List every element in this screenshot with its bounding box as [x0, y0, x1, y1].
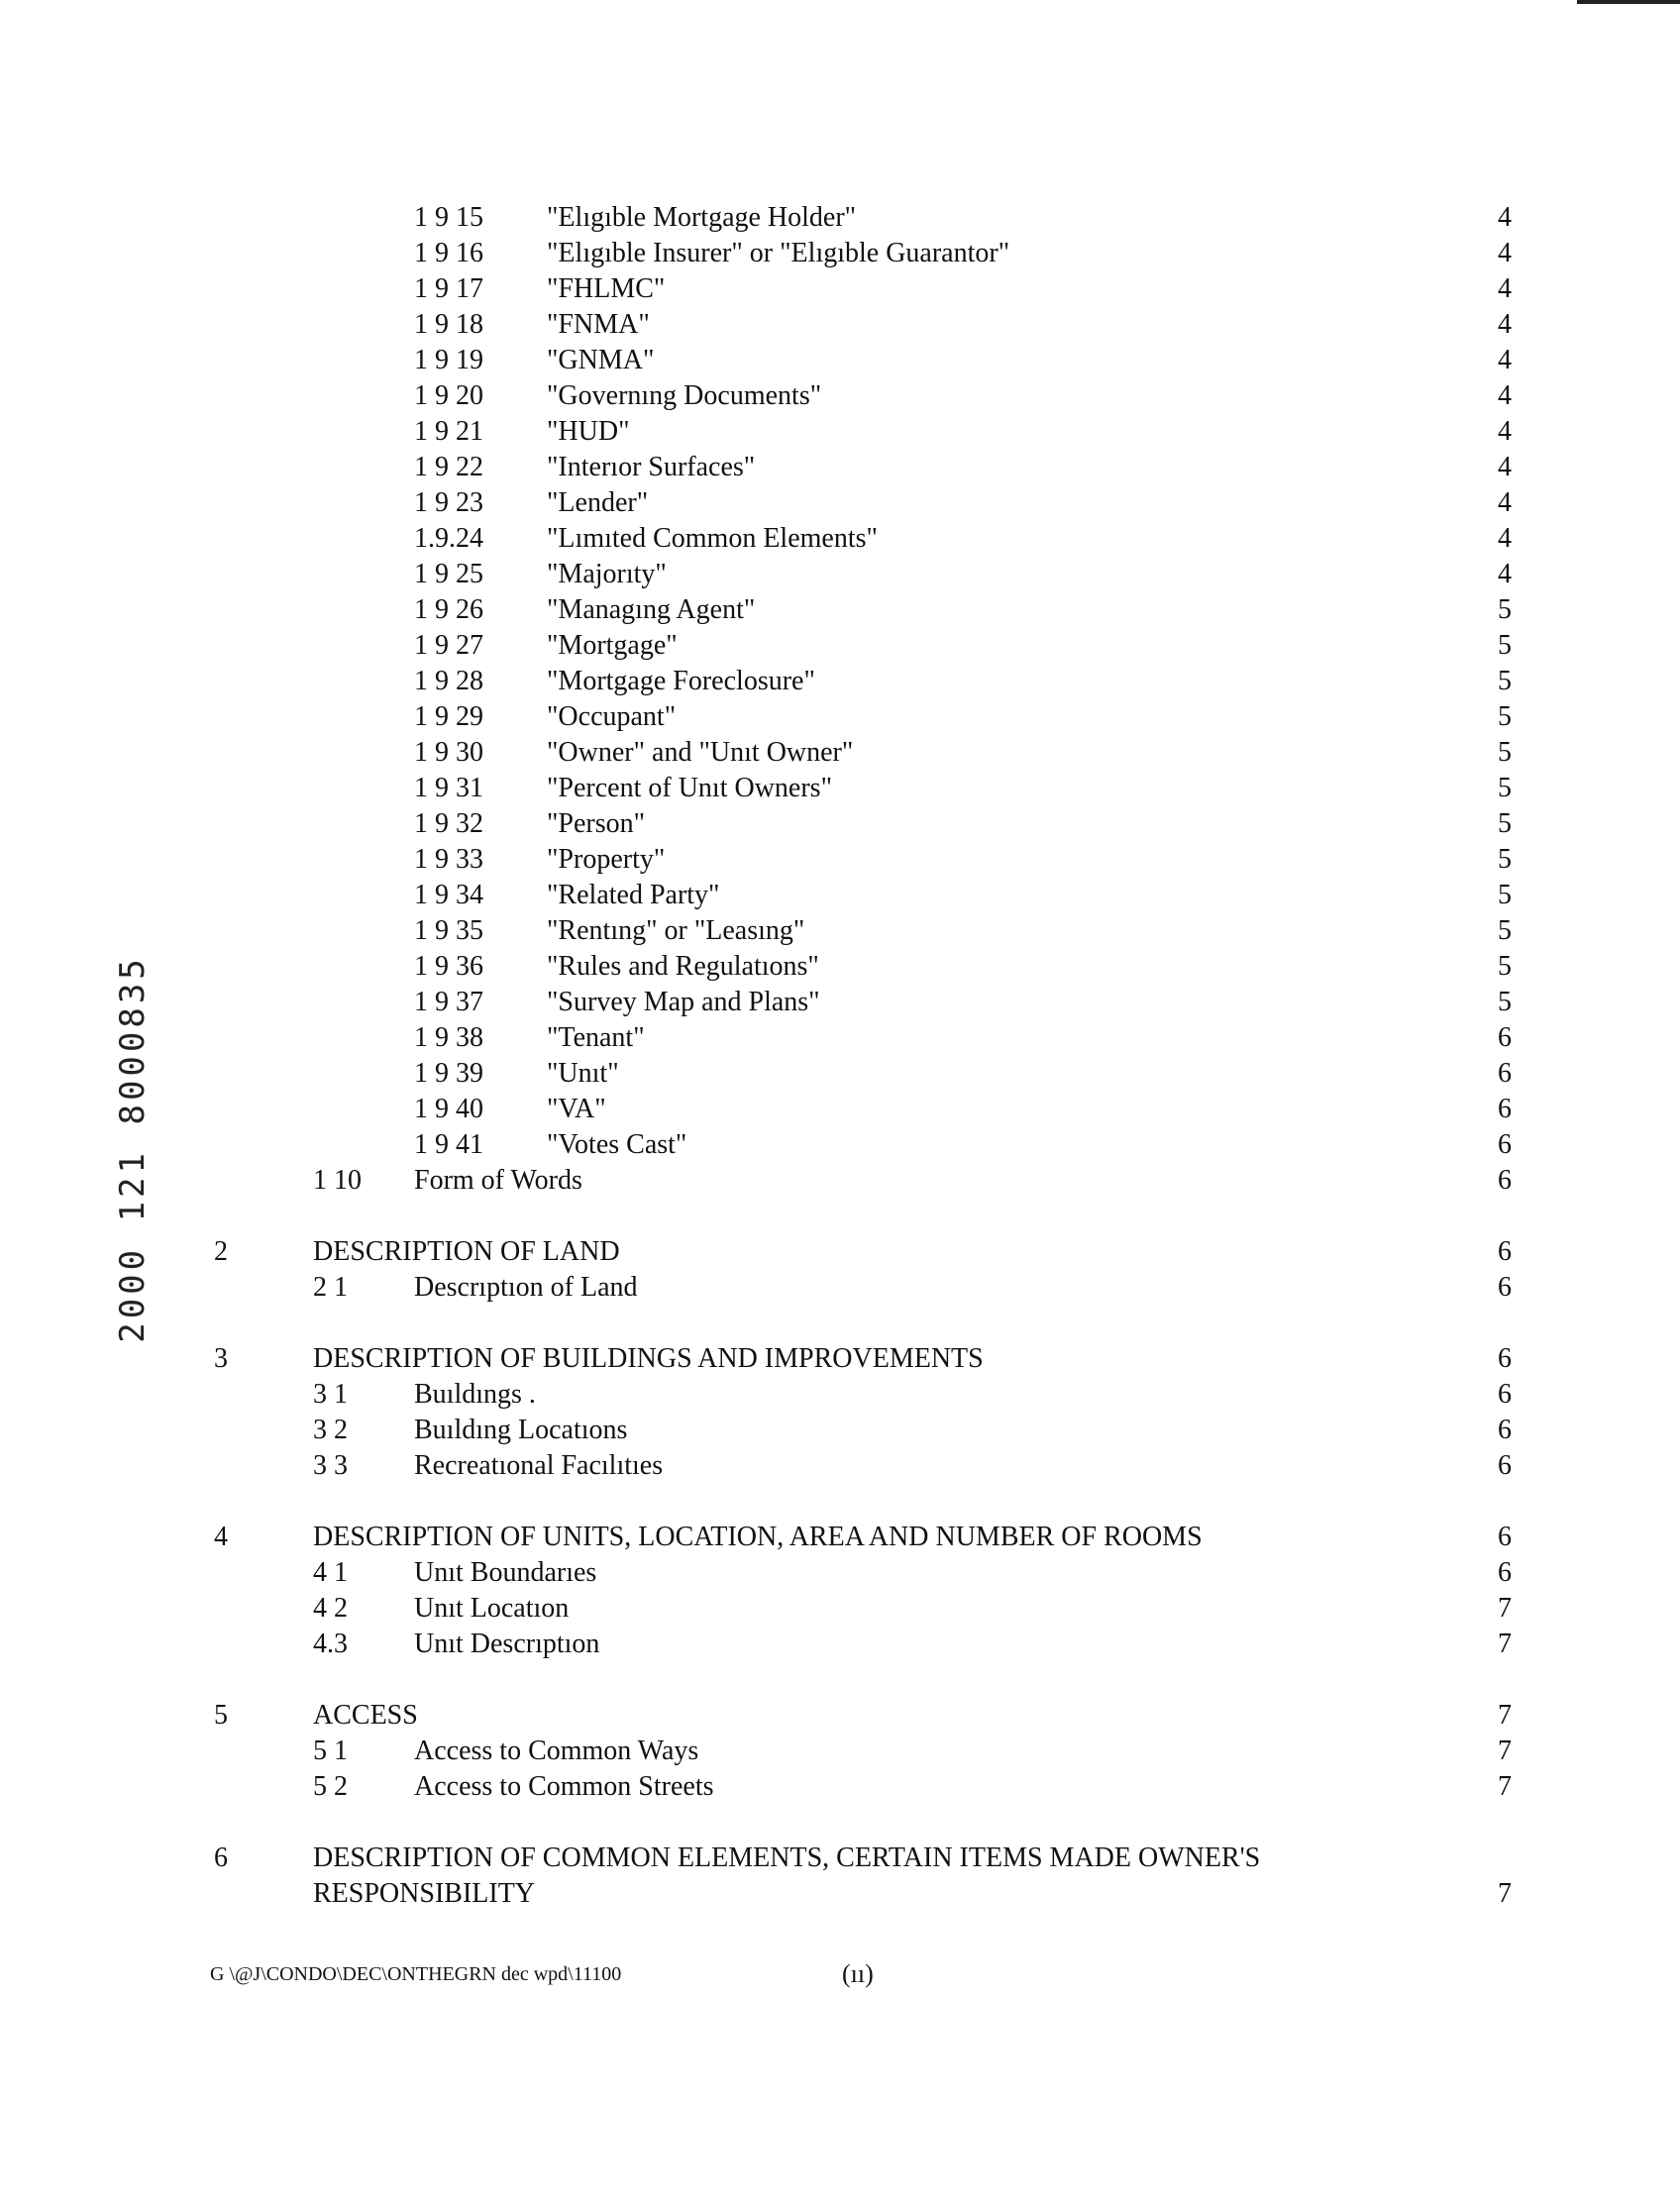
entry-page: 5 [1498, 666, 1512, 696]
entry-page: 4 [1498, 380, 1512, 411]
section-spacer [0, 1662, 1680, 1698]
entry-title: DESCRIPTION OF BUILDINGS AND IMPROVEMENTS [313, 1343, 984, 1374]
entry-title: ACCESS [313, 1700, 418, 1731]
entry-number: 3 [214, 1343, 228, 1374]
toc-section [0, 1841, 1680, 1912]
entry-page: 6 [1498, 1129, 1512, 1160]
entry-number: 3 1 [313, 1379, 348, 1410]
toc-subentry [0, 1127, 1680, 1163]
entry-title: "Related Party" [547, 880, 720, 910]
entry-title: "VA" [547, 1094, 606, 1124]
toc-subentry [0, 913, 1680, 949]
toc-section [0, 1234, 1680, 1270]
entry-page: 7 [1498, 1629, 1512, 1659]
entry-title: Access to Common Streets [414, 1771, 714, 1802]
entry-page: 7 [1498, 1736, 1512, 1766]
toc-subentry [0, 450, 1680, 485]
entry-number: 1 9 36 [414, 951, 483, 982]
footer-file-path: G \@J\CONDO\DEC\ONTHEGRN dec wpd\11100 [210, 1963, 622, 1985]
entry-title: "Rules and Regulatıons" [547, 951, 819, 982]
entry-number: 4 2 [313, 1593, 348, 1624]
section-spacer [0, 1306, 1680, 1341]
entry-title: "Votes Cast" [547, 1129, 687, 1160]
toc-subentry [0, 985, 1680, 1020]
entry-page: 4 [1498, 345, 1512, 375]
toc-subsection [0, 1591, 1680, 1627]
entry-title: DESCRIPTION OF UNITS, LOCATION, AREA AND NUMBER OF ROOMS [313, 1522, 1203, 1552]
entry-page: 6 [1498, 1094, 1512, 1124]
toc-subentry [0, 699, 1680, 735]
toc-subentry [0, 878, 1680, 913]
toc-subentry [0, 628, 1680, 664]
toc-subsection [0, 1734, 1680, 1769]
entry-title: Form of Words [414, 1165, 582, 1196]
section-spacer [0, 1484, 1680, 1520]
entry-page: 7 [1498, 1878, 1512, 1909]
entry-title: "HUD" [547, 416, 630, 447]
entry-number: 1 9 37 [414, 987, 483, 1017]
entry-page: 4 [1498, 416, 1512, 447]
entry-title: "Mortgage Foreclosure" [547, 666, 815, 696]
toc-subentry [0, 378, 1680, 414]
entry-page: 5 [1498, 951, 1512, 982]
entry-number: 3 3 [313, 1450, 348, 1481]
entry-number: 1 9 31 [414, 773, 483, 803]
entry-page: 7 [1498, 1593, 1512, 1624]
entry-page: 4 [1498, 523, 1512, 554]
entry-number: 1 9 40 [414, 1094, 483, 1124]
entry-page: 4 [1498, 202, 1512, 233]
entry-page: 6 [1498, 1522, 1512, 1552]
section-spacer [0, 1199, 1680, 1234]
entry-number: 1 9 35 [414, 915, 483, 946]
entry-number: 5 [214, 1700, 228, 1731]
entry-number: 1 9 30 [414, 737, 483, 768]
entry-number: 1 9 29 [414, 701, 483, 732]
entry-number: 2 [214, 1236, 228, 1267]
toc-subentry [0, 735, 1680, 771]
toc-subentry [0, 1092, 1680, 1127]
entry-title: Unıt Descrıptıon [414, 1629, 600, 1659]
entry-number: 1 9 26 [414, 594, 483, 625]
toc-subentry [0, 200, 1680, 236]
toc-subsection [0, 1627, 1680, 1662]
toc-section [0, 1520, 1680, 1555]
entry-title: "Lender" [547, 487, 649, 518]
entry-number: 1 9 32 [414, 808, 483, 839]
toc-subentry [0, 592, 1680, 628]
entry-title: "Occupant" [547, 701, 677, 732]
entry-page: 5 [1498, 915, 1512, 946]
entry-title: "FHLMC" [547, 273, 666, 304]
entry-number: 6 [214, 1842, 228, 1873]
entry-page: 6 [1498, 1236, 1512, 1267]
toc-subentry [0, 236, 1680, 271]
entry-title: "Rentıng" or "Leasıng" [547, 915, 805, 946]
toc-section [0, 1341, 1680, 1377]
recording-stamp-text: 2000 121 8000835 [113, 955, 153, 1343]
toc-subentry [0, 1056, 1680, 1092]
entry-title: "Elıgıble Mortgage Holder" [547, 202, 857, 233]
entry-title: "Mortgage" [547, 630, 678, 661]
entry-page: 4 [1498, 452, 1512, 482]
toc-subentry [0, 521, 1680, 557]
entry-title: Access to Common Ways [414, 1736, 699, 1766]
entry-page: 6 [1498, 1343, 1512, 1374]
toc-subsection [0, 1769, 1680, 1805]
entry-title: DESCRIPTION OF LAND [313, 1236, 620, 1267]
entry-number: 1.9.24 [414, 523, 483, 554]
entry-title: "Person" [547, 808, 646, 839]
entry-page: 5 [1498, 880, 1512, 910]
entry-title: "Interıor Surfaces" [547, 452, 756, 482]
entry-title: "GNMA" [547, 345, 655, 375]
entry-number: 5 2 [313, 1771, 348, 1802]
toc-subsection [0, 1413, 1680, 1448]
entry-title: "Survey Map and Plans" [547, 987, 820, 1017]
entry-title: "Percent of Unıt Owners" [547, 773, 833, 803]
entry-title: "Elıgıble Insurer" or "Elıgıble Guarantor" [547, 238, 1010, 268]
entry-title: Recreatıonal Facılıtıes [414, 1450, 664, 1481]
entry-title: "Property" [547, 844, 666, 875]
entry-number: 1 9 16 [414, 238, 483, 268]
entry-page: 6 [1498, 1022, 1512, 1053]
entry-number: 1 9 33 [414, 844, 483, 875]
toc-subentry [0, 842, 1680, 878]
entry-page: 5 [1498, 594, 1512, 625]
toc-subentry [0, 771, 1680, 806]
entry-number: 1 9 21 [414, 416, 483, 447]
entry-page: 6 [1498, 1450, 1512, 1481]
entry-title: "Owner" and "Unıt Owner" [547, 737, 854, 768]
entry-number: 1 9 34 [414, 880, 483, 910]
toc-subentry [0, 271, 1680, 307]
toc-subsection [0, 1377, 1680, 1413]
entry-title: "Lımıted Common Elements" [547, 523, 878, 554]
entry-number: 3 2 [313, 1415, 348, 1445]
entry-page: 7 [1498, 1771, 1512, 1802]
entry-page: 5 [1498, 630, 1512, 661]
toc-subentry [0, 343, 1680, 378]
toc-subentry [0, 1020, 1680, 1056]
entry-number: 4 [214, 1522, 228, 1552]
entry-number: 1 9 20 [414, 380, 483, 411]
entry-page: 6 [1498, 1557, 1512, 1588]
entry-page: 4 [1498, 273, 1512, 304]
entry-title: Unıt Boundarıes [414, 1557, 597, 1588]
entry-page: 5 [1498, 773, 1512, 803]
entry-title: Buıldıng Locatıons [414, 1415, 628, 1445]
entry-page: 5 [1498, 844, 1512, 875]
entry-number: 1 9 28 [414, 666, 483, 696]
toc-subentry [0, 307, 1680, 343]
entry-number: 1 9 22 [414, 452, 483, 482]
entry-title: DESCRIPTION OF COMMON ELEMENTS, CERTAIN ITEMS MADE OWNER'S RESPONSIBILITY [313, 1842, 1261, 1909]
toc-subentry [0, 949, 1680, 985]
entry-number: 4 1 [313, 1557, 348, 1588]
entry-page: 6 [1498, 1415, 1512, 1445]
entry-number: 1 9 19 [414, 345, 483, 375]
entry-page: 6 [1498, 1058, 1512, 1089]
entry-number: 1 9 38 [414, 1022, 483, 1053]
entry-number: 1 9 39 [414, 1058, 483, 1089]
toc-subentry [0, 664, 1680, 699]
entry-number: 1 10 [313, 1165, 362, 1196]
entry-title: "FNMA" [547, 309, 650, 340]
entry-page: 4 [1498, 559, 1512, 589]
entry-number: 1 9 41 [414, 1129, 483, 1160]
entry-title: "Unıt" [547, 1058, 619, 1089]
section-spacer [0, 1805, 1680, 1841]
entry-page: 4 [1498, 309, 1512, 340]
entry-number: 1 9 27 [414, 630, 483, 661]
entry-number: 2 1 [313, 1272, 348, 1303]
toc-subsection [0, 1163, 1680, 1199]
scan-edge-mark [1577, 0, 1680, 4]
toc-subsection [0, 1555, 1680, 1591]
entry-title: Buıldıngs . [414, 1379, 536, 1410]
entry-page: 6 [1498, 1272, 1512, 1303]
entry-title: Unıt Locatıon [414, 1593, 570, 1624]
table-of-contents [0, 200, 1680, 1912]
entry-title: "Managıng Agent" [547, 594, 756, 625]
entry-number: 1 9 25 [414, 559, 483, 589]
entry-page: 5 [1498, 701, 1512, 732]
entry-page: 5 [1498, 987, 1512, 1017]
entry-number: 1 9 23 [414, 487, 483, 518]
toc-subsection [0, 1270, 1680, 1306]
toc-subentry [0, 806, 1680, 842]
toc-subsection [0, 1448, 1680, 1484]
entry-title: "Majorıty" [547, 559, 667, 589]
entry-number: 1 9 15 [414, 202, 483, 233]
entry-title: Descrıptıon of Land [414, 1272, 638, 1303]
toc-section [0, 1698, 1680, 1734]
entry-page: 6 [1498, 1165, 1512, 1196]
entry-number: 4.3 [313, 1629, 348, 1659]
toc-subentry [0, 557, 1680, 592]
toc-subentry [0, 485, 1680, 521]
entry-title: "Tenant" [547, 1022, 645, 1053]
entry-page: 4 [1498, 487, 1512, 518]
entry-number: 1 9 18 [414, 309, 483, 340]
entry-page: 4 [1498, 238, 1512, 268]
entry-page: 6 [1498, 1379, 1512, 1410]
toc-subentry [0, 414, 1680, 450]
entry-page: 5 [1498, 737, 1512, 768]
entry-page: 7 [1498, 1700, 1512, 1731]
entry-title: "Governıng Documents" [547, 380, 822, 411]
footer-page-number: (ıı) [842, 1959, 874, 1988]
entry-number: 1 9 17 [414, 273, 483, 304]
entry-number: 5 1 [313, 1736, 348, 1766]
page-footer [0, 1959, 1680, 2003]
entry-page: 5 [1498, 808, 1512, 839]
